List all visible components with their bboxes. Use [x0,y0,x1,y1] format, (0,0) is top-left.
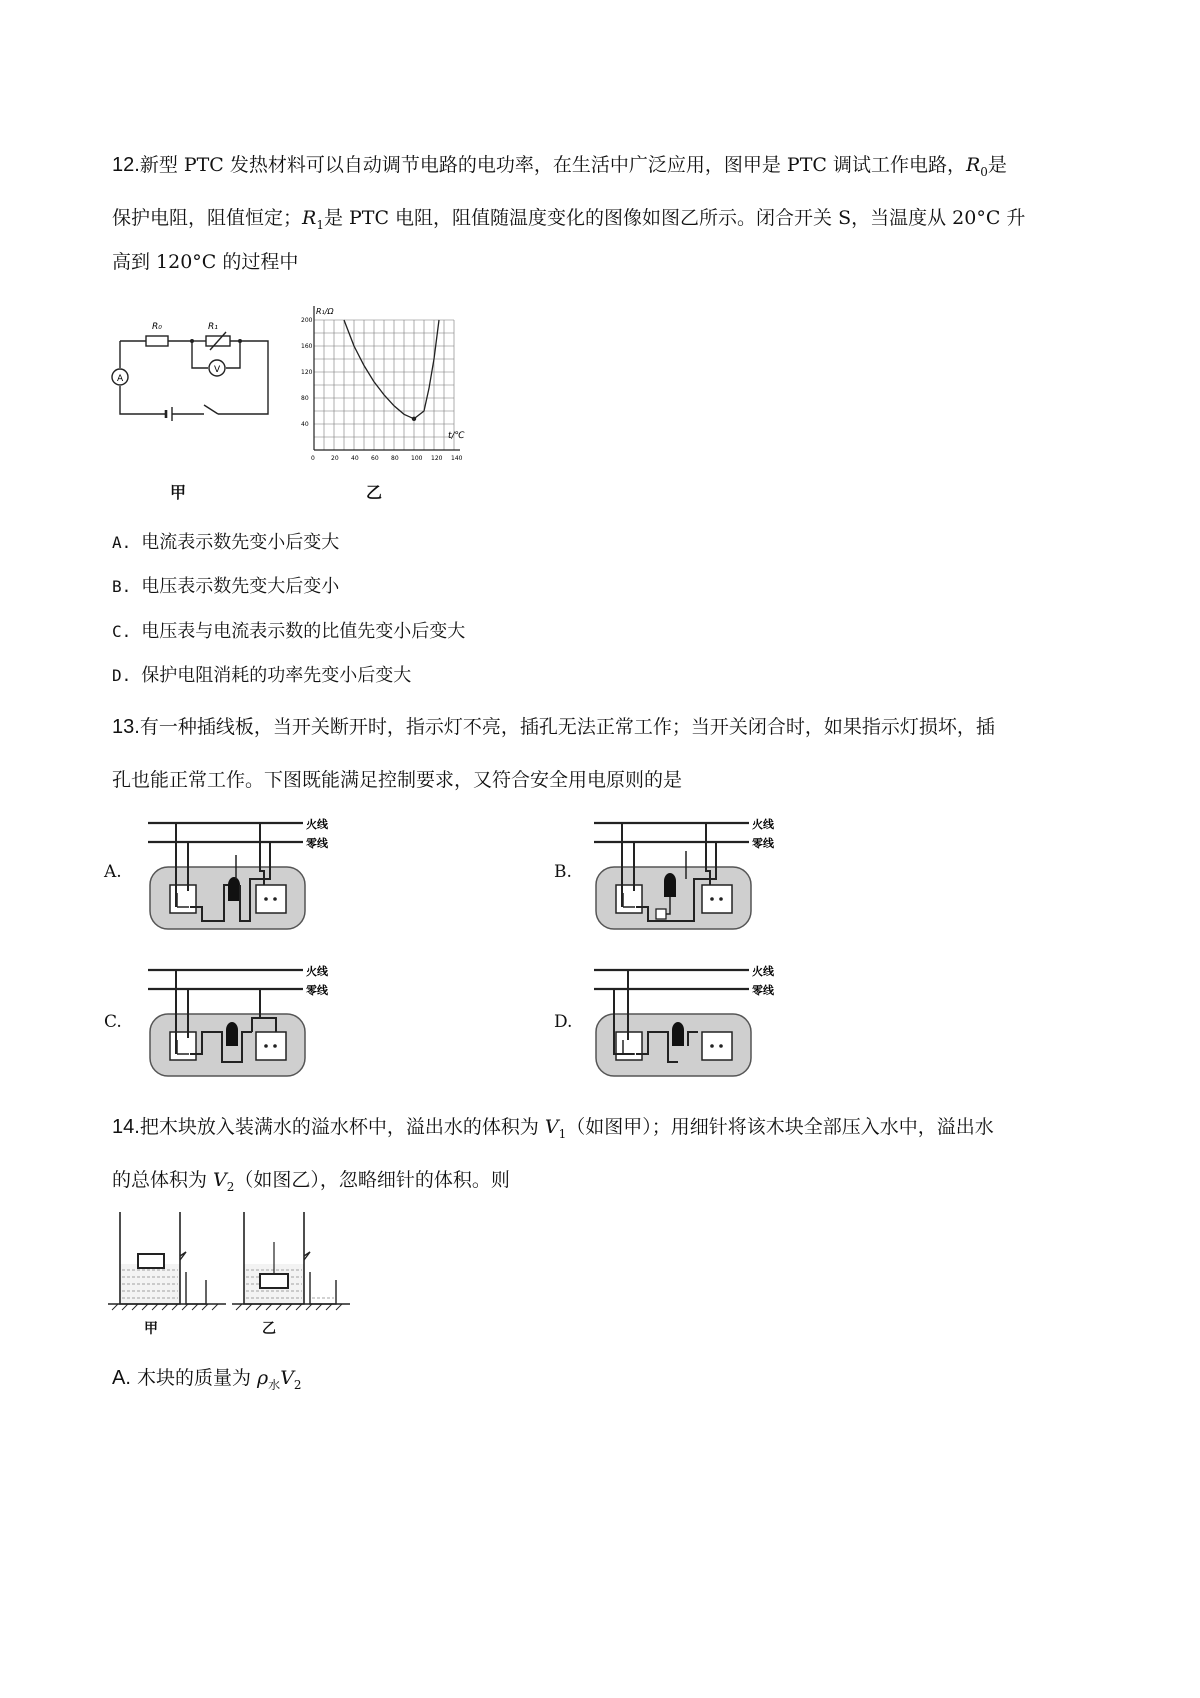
ptc-resistance-chart [292,300,482,465]
y-tick-label: 160 [301,343,313,350]
indicator-lamp-icon [226,1022,238,1046]
indicator-lamp-icon [228,877,240,901]
x-tick-label: 80 [391,455,399,462]
power-strip-c[interactable] [148,962,363,1082]
socket-icon [256,1032,286,1060]
live-wire-label: 火线 [752,818,774,831]
x-tick-label: 0 [311,455,315,462]
resistor-r0 [146,336,168,346]
x-tick-label: 120 [431,455,443,462]
live-wire-label: 火线 [306,818,328,831]
q14-line2: 的总体积为 $V_2$（如图乙），忽略细针的体积。则 [112,1169,510,1194]
q14-number: 14. [112,1116,140,1138]
q13-option-b-label[interactable]: B. [554,862,572,882]
q14-fig-jia-caption: 甲 [144,1321,158,1337]
q12-line1: 12.新型 PTC 发热材料可以自动调节电路的电功率，在生活中广泛应用，图甲是 PTC 调试工作电路，$R_0$是 [112,154,1007,179]
q12-option-b[interactable]: B. 电压表示数先变大后变小 [112,576,340,597]
power-strip-d[interactable] [594,962,809,1082]
q12-option-a[interactable]: A. 电流表示数先变小后变大 [112,532,340,553]
fig-jia-caption: 甲 [170,483,187,502]
q13-number: 13. [112,716,140,738]
q13-option-c-label[interactable]: C. [104,1012,122,1032]
q12-number: 12. [112,154,140,176]
socket-icon [256,885,286,913]
indicator-lamp-icon [664,873,676,897]
switch-icon [170,885,196,913]
resistor-icon [656,909,666,919]
fig-yi-caption: 乙 [366,483,383,502]
circuit-diagram [108,316,278,426]
r1-label: R₁ [208,322,218,332]
q14-fig-yi-caption: 乙 [262,1321,276,1337]
neutral-wire-label: 零线 [306,837,328,850]
live-wire-label: 火线 [752,965,774,978]
x-tick-label: 140 [451,455,463,462]
chart-x-axis-label: t/℃ [448,431,465,441]
switch-icon [170,1032,196,1060]
x-tick-label: 20 [331,455,339,462]
q12-line2: 保护电阻，阻值恒定；$R_1$是 PTC 电阻，阻值随温度变化的图像如图乙所示。闭合开关 S，当温度从 20°C 升 [112,207,1026,232]
overflow-cup-jia [108,1212,228,1312]
overflow-cup-yi [232,1212,352,1312]
neutral-wire-label: 零线 [752,984,774,997]
q12-option-c[interactable]: C. 电压表与电流表示数的比值先变小后变大 [112,621,466,642]
minimum-point [412,417,416,421]
power-strip-b[interactable] [594,815,809,935]
y-tick-label: 120 [301,369,313,376]
r0-label: R₀ [152,322,162,332]
chart-y-axis-label: R₁/Ω [316,307,334,316]
x-tick-label: 60 [371,455,379,462]
q13-option-d-label[interactable]: D. [554,1012,573,1032]
q12-line3: 高到 120°C 的过程中 [112,251,299,273]
wood-block-icon [260,1274,288,1288]
x-tick-label: 40 [351,455,359,462]
y-tick-label: 200 [301,317,313,324]
q14-option-a[interactable]: A. 木块的质量为 $\rho_水V_2$ [112,1367,302,1392]
neutral-wire-label: 零线 [306,984,328,997]
resistance-curve [344,320,439,419]
switch-icon [616,885,642,913]
socket-icon [702,1032,732,1060]
q13-line1: 13.有一种插线板，当开关断开时，指示灯不亮，插孔无法正常工作；当开关闭合时，如果指示灯损坏，插 [112,716,995,738]
q14-line1: 14.把木块放入装满水的溢水杯中，溢出水的体积为 $V_1$（如图甲）；用细针将该木块全部压入水中，溢出水 [112,1116,994,1141]
x-tick-label: 100 [411,455,423,462]
ammeter-label: A [117,374,124,384]
wood-block-icon [138,1254,164,1268]
power-strip-a[interactable] [148,815,363,935]
q13-option-a-label[interactable]: A. [104,862,122,882]
live-wire-label: 火线 [306,965,328,978]
q13-line2: 孔也能正常工作。下图既能满足控制要求，又符合安全用电原则的是 [112,769,683,791]
indicator-lamp-icon [672,1022,684,1046]
voltmeter-label: V [214,365,221,375]
q12-option-d[interactable]: D. 保护电阻消耗的功率先变小后变大 [112,665,412,686]
y-tick-label: 40 [301,421,309,428]
socket-icon [702,885,732,913]
y-tick-label: 80 [301,395,309,402]
neutral-wire-label: 零线 [752,837,774,850]
